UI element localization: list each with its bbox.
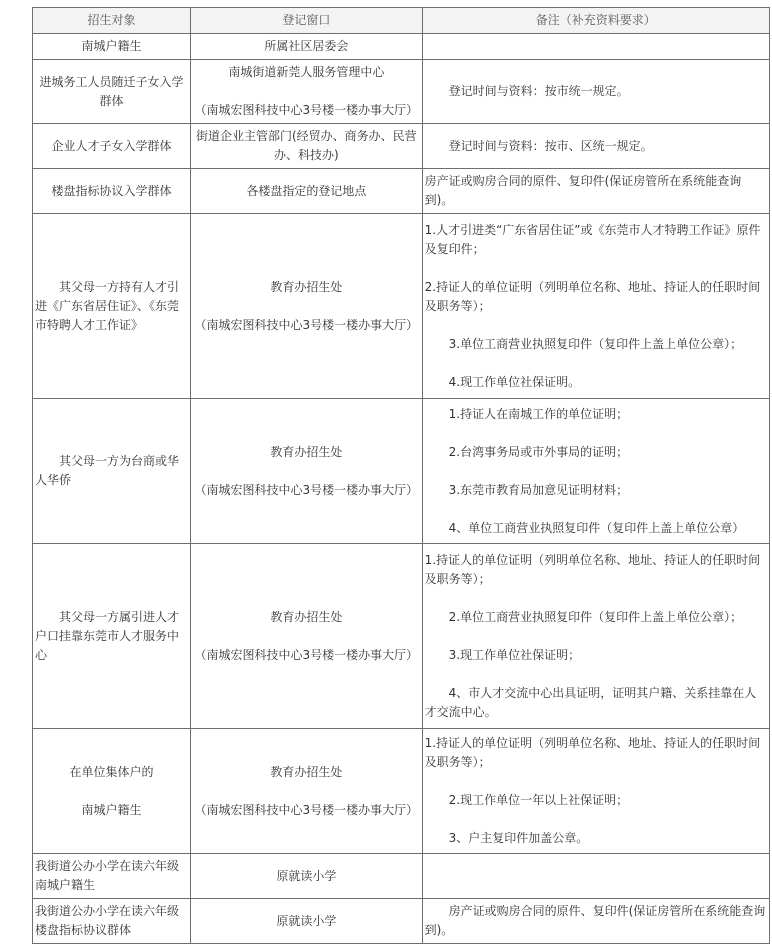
- window-cell: [191, 899, 423, 944]
- note-item: 4、单位工商营业执照复印件（复印件上盖上单位公章）: [448, 520, 745, 535]
- target-cell: [33, 899, 191, 944]
- note-item: 1.持证人的单位证明（列明单位名称、地址、持证人的任职时间及职务等）；: [424, 736, 761, 769]
- note-item: 1.人才引进类“广东省居住证”或《东莞市人才特聘工作证》原件及复印件；: [424, 222, 761, 256]
- notes-cell: [422, 899, 769, 944]
- note-item: 1.持证人在南城工作的单位证明；: [448, 406, 629, 421]
- table-row: [33, 399, 770, 544]
- window-address: （南城宏图科技中心3号楼一楼办事大厅）: [194, 317, 419, 332]
- window-cell: [191, 729, 423, 854]
- window-address: （南城宏图科技中心3号楼一楼办事大厅）: [194, 802, 419, 817]
- window-cell: [191, 60, 423, 124]
- note-item: 3.单位工商营业执照复印件（复印件上盖上单位公章）；: [448, 336, 743, 351]
- notes-cell: [422, 169, 769, 214]
- target-cell: [33, 214, 191, 399]
- target-text: 南城户籍生: [81, 39, 142, 53]
- window-text: 原就读小学: [276, 913, 337, 928]
- target-cell: [33, 729, 191, 854]
- window-address: （南城宏图科技中心3号楼一楼办事大厅）: [194, 103, 419, 117]
- notes-text: 登记时间与资料：按市统一规定。: [448, 84, 629, 98]
- note-item: 2.台湾事务局或市外事局的证明；: [448, 444, 629, 459]
- target-text: 我街道公办小学在读六年级南城户籍生: [35, 859, 180, 892]
- window-cell: [191, 124, 423, 169]
- note-item: 4.现工作单位社保证明。: [448, 374, 581, 389]
- target-text: 南城户籍生: [81, 802, 142, 817]
- table-row: [33, 729, 770, 854]
- window-text: 教育办招生处: [270, 444, 343, 459]
- target-text: 其父母一方属引进人才户口挂靠东莞市人才服务中心: [35, 609, 180, 662]
- window-text: 教育办招生处: [270, 279, 343, 294]
- target-cell: [33, 60, 191, 124]
- target-cell: [33, 124, 191, 169]
- table-row: [33, 854, 770, 899]
- table-row: [33, 34, 770, 60]
- target-text: 其父母一方持有人才引进《广东省居住证》、《东莞市特聘人才工作证》: [35, 279, 180, 332]
- target-text: 其父母一方为台商或华人华侨: [35, 454, 180, 487]
- header-row: [33, 8, 770, 34]
- window-address: （南城宏图科技中心3号楼一楼办事大厅）: [194, 482, 419, 497]
- notes-text: 登记时间与资料：按市、区统一规定。: [448, 138, 653, 153]
- enrollment-table: [32, 7, 770, 944]
- notes-text: 房产证或购房合同的原件、复印件(保证房管所在系统能查询到)。: [424, 174, 742, 207]
- table-row: [33, 899, 770, 944]
- notes-text: 房产证或购房合同的原件、复印件(保证房管所在系统能查询到)。: [424, 904, 766, 937]
- target-cell: [33, 544, 191, 729]
- note-item: 2.现工作单位一年以上社保证明；: [448, 793, 629, 807]
- table-row: [33, 214, 770, 399]
- note-item: 1.持证人的单位证明（列明单位名称、地址、持证人的任职时间及职务等）；: [424, 552, 761, 586]
- target-cell: [33, 854, 191, 899]
- window-text: 教育办招生处: [270, 764, 343, 779]
- note-item: 2.持证人的单位证明（列明单位名称、地址、持证人的任职时间及职务等）；: [424, 279, 761, 313]
- notes-cell: [422, 60, 769, 124]
- notes-cell: [422, 34, 769, 60]
- note-item: 3.东莞市教育局加意见证明材料；: [448, 482, 629, 497]
- notes-cell: [422, 729, 769, 854]
- window-cell: [191, 34, 423, 60]
- notes-cell: [422, 854, 769, 899]
- window-text: 原就读小学: [276, 868, 337, 883]
- notes-cell: [422, 544, 769, 729]
- window-text: 南城街道新莞人服务管理中心: [228, 65, 385, 79]
- target-text: 楼盘指标协议入学群体: [51, 183, 172, 198]
- target-text: 企业人才子女入学群体: [51, 138, 172, 153]
- window-cell: [191, 169, 423, 214]
- window-cell: [191, 399, 423, 544]
- notes-cell: [422, 214, 769, 399]
- table-row: [33, 124, 770, 169]
- note-item: 3、户主复印件加盖公章。: [448, 831, 589, 845]
- note-item: 4、市人才交流中心出具证明，证明其户籍、关系挂靠在人才交流中心。: [424, 685, 757, 719]
- target-text: 在单位集体户的: [69, 764, 154, 779]
- header-notes: 备注（补充资料要求）: [422, 8, 769, 34]
- window-text: 街道企业主管部门(经贸办、商务办、民营办、科技办): [196, 129, 417, 162]
- window-text: 所属社区居委会: [264, 39, 349, 53]
- window-text: 教育办招生处: [270, 609, 343, 624]
- window-cell: [191, 854, 423, 899]
- note-item: 3.现工作单位社保证明；: [448, 647, 581, 662]
- target-cell: [33, 399, 191, 544]
- target-text: 我街道公办小学在读六年级楼盘指标协议群体: [35, 904, 180, 937]
- notes-cell: [422, 124, 769, 169]
- table-row: [33, 544, 770, 729]
- window-text: 各楼盘指定的登记地点: [246, 183, 367, 198]
- header-target: 招生对象: [33, 8, 191, 34]
- target-text: 进城务工人员随迁子女入学群体: [39, 74, 184, 108]
- window-cell: [191, 544, 423, 729]
- target-cell: [33, 34, 191, 60]
- table-row: [33, 169, 770, 214]
- table-row: [33, 60, 770, 124]
- window-cell: [191, 214, 423, 399]
- target-cell: [33, 169, 191, 214]
- window-address: （南城宏图科技中心3号楼一楼办事大厅）: [194, 647, 419, 662]
- header-window: 登记窗口: [191, 8, 423, 34]
- notes-cell: [422, 399, 769, 544]
- note-item: 2.单位工商营业执照复印件（复印件上盖上单位公章）；: [448, 609, 743, 624]
